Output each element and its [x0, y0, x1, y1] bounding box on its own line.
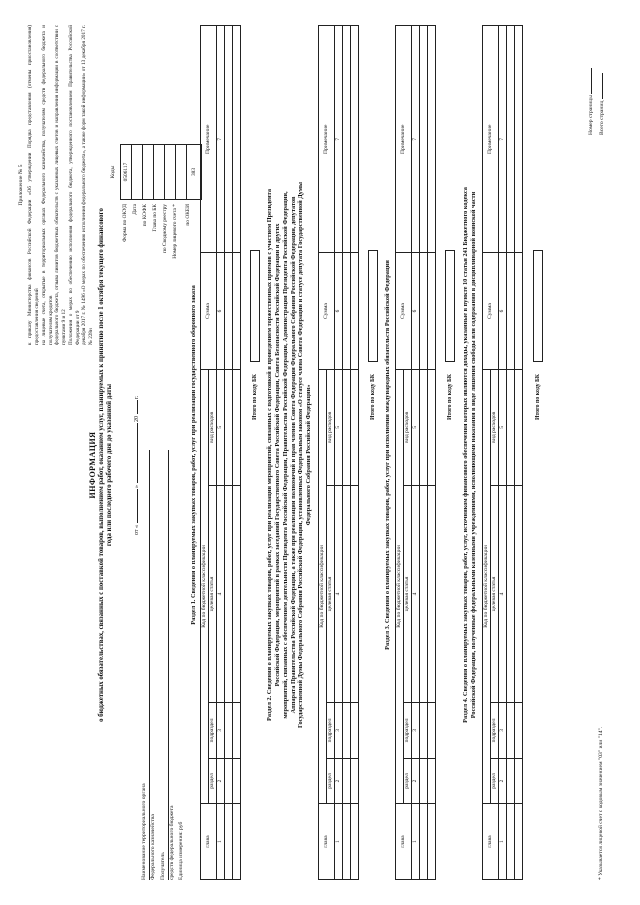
- col-razdel: раздел: [208, 758, 216, 803]
- code-label: по Сводному реестру: [162, 204, 168, 253]
- section-2-total-label: Итого по коду БК: [370, 373, 376, 420]
- section-1-title: Раздел 1. Сведения о планируемых закупках товаров, работ, услуг при реализации государственного оборонного заказа: [190, 285, 197, 625]
- col-kbk-group: Код по бюджетной классификации: [201, 369, 209, 804]
- code-kofk[interactable]: [143, 145, 154, 200]
- code-okei: 383: [187, 145, 202, 200]
- date-day-field[interactable]: [131, 489, 138, 523]
- param-row[interactable]: Получатель: [159, 450, 169, 880]
- date-year-field[interactable]: [131, 400, 138, 414]
- section-1-total-value[interactable]: [250, 250, 260, 362]
- table-row[interactable]: [419, 26, 427, 880]
- code-label: Форма по ОКУД: [122, 204, 128, 242]
- param-row[interactable]: Наименование территориального органа: [140, 450, 150, 880]
- date-year-prefix: 20: [134, 415, 140, 422]
- section-1-table: глава Код по бюджетной классификации Сумма Примечание раздел подраздел целевая статья вид расходов 1 2 3 4 5 6 7: [200, 25, 241, 880]
- section-2-table: глава Код по бюджетной классификации Сумма Примечание раздел подраздел целевая статья вид расходов 1 2 3 4 5 6 7: [318, 25, 359, 880]
- code-okud: 0506117: [121, 145, 132, 200]
- col-podrazdel: подраздел: [208, 703, 216, 759]
- col-vid: вид расходов: [208, 369, 216, 485]
- total-pages-field[interactable]: [597, 73, 603, 99]
- table-row[interactable]: [224, 26, 232, 880]
- code-svod[interactable]: [165, 145, 176, 200]
- table-row[interactable]: [342, 26, 350, 880]
- section-2-total-value[interactable]: [368, 250, 378, 362]
- section-3-total-value[interactable]: [445, 250, 455, 362]
- date-mid: »: [134, 484, 140, 488]
- date-prefix: от «: [134, 524, 140, 535]
- annex-header: [18, 25, 95, 345]
- col-note: Примечание: [201, 26, 217, 253]
- codes-header: Коды: [110, 165, 116, 179]
- section-3-total-label: Итого по коду БК: [447, 373, 453, 420]
- title-line-2: о бюджетных обязательствах, связанных с поставкой товаров, выполнением работ, оказанием услуг, планируемых к принятию после 1 октября текущего финансового: [98, 208, 105, 722]
- title-line-3: года или последнего рабочего дня до указанной даты: [106, 383, 114, 547]
- section-4-title: Раздел 4. Сведения о планируемых закупках товаров, работ, услуг, источником финансового обеспечения которых являются доходы, указанные в пункте 10 статьи 241 Бюджетного кодекса Российской Федерации, полученные федеральными казенными учреждениями, исполняющими наказания в виде лишения свободы или содержания в дисциплинарной воинской части: [462, 187, 477, 723]
- code-label: Дата: [132, 204, 138, 215]
- param-row: средств федерального бюджета: [169, 805, 176, 880]
- code-label: по КОФК: [142, 204, 148, 227]
- table-row[interactable]: [506, 26, 514, 880]
- col-summa: Сумма: [201, 253, 217, 369]
- page-number-field[interactable]: [586, 68, 592, 94]
- col-celevaya: целевая статья: [208, 485, 216, 702]
- code-label: Номер лицевого счета *: [172, 204, 178, 259]
- section-3-table: глава Код по бюджетной классификации Сумма Примечание раздел подраздел целевая статья вид расходов 1 2 3 4 5 6 7: [395, 25, 436, 880]
- table-row[interactable]: [232, 26, 240, 880]
- annex-line: к приказу Министерства финансов Российской Федерации «Об утверждении Порядка представления (отмены приостановления) предоставления сведений: [27, 25, 41, 345]
- annex-line: федерального бюджета, отзыва лимитов бюджетных обязательств с указанных лицевых счетов и направления информации в соответствии с пунктами 9 и 12: [54, 25, 68, 345]
- section-2-title: Раздел 2. Сведения о планируемых закупках товаров, работ, услуг при реализации мероприятий, связанных с подготовкой и проведением торжественных приемов с участием Президента Российской Федерации, мероприятий в рамках заседаний Государственного Совета Российской Федерации, Совета Безопасности Российской Федерации и других мероприятий, связанных с обеспечением деятельности Президента Российской Федерации, Правительства Российской Федерации, Администрации Президента Российской Федерации, Аппарата Правительства Российской Федерации, а также при реализации полномочий и прав членов Совета Федерации Федерального Собрания Российской Федерации, депутатов Государственной Думы Федерального Собрания Российской Федерации, установленных Федеральным законом «О статусе члена Совета Федерации и статусе депутата Государственной Думы Федерального Собрания Российской Федерации»: [266, 182, 313, 728]
- annex-line: на лицевые счета, открытые в территориальных органах Федерального казначейства, получателям средств федерального бюджета и получателям кредитов: [40, 25, 54, 345]
- code-glava[interactable]: [154, 145, 165, 200]
- title-main: ИНФОРМАЦИЯ: [88, 431, 97, 499]
- param-row: Федерального казначейства: [150, 814, 157, 880]
- pagination: [586, 68, 608, 135]
- code-label: Глава по БК: [152, 204, 158, 232]
- section-1-total-label: Итого по коду БК: [252, 373, 258, 420]
- param-row: Единица измерения: руб: [178, 821, 185, 880]
- annex-line: Положения о мерах по обеспечению исполнения федерального бюджета, утвержденного постановлением Правительства Российской Федерации от 9: [67, 25, 81, 345]
- total-pages-label: Всего страниц: [598, 100, 605, 135]
- footnote: * Указывается лицевой счет с кодовым значением "03" или "14".: [598, 726, 604, 880]
- section-4-table: глава Код по бюджетной классификации Сумма Примечание раздел подраздел целевая статья вид расходов 1 2 3 4 5 6 7: [482, 25, 523, 880]
- code-account[interactable]: [176, 145, 187, 200]
- annex-line: декабря 2017 г. № 1496 «О мерах по обеспечению исполнения федерального бюджета», а также форм такой информации» от 13 декабря 2017 г. № 228н: [81, 25, 95, 345]
- table-row[interactable]: [514, 26, 522, 880]
- table-row[interactable]: [427, 26, 435, 880]
- table-row[interactable]: [350, 26, 358, 880]
- code-label: по ОКЕИ: [185, 204, 191, 226]
- section-4-total-value[interactable]: [533, 250, 543, 362]
- page-number-label: Номер страницы: [588, 95, 594, 135]
- annex-number: Приложение № 5: [18, 164, 24, 206]
- date-suffix: г.: [134, 395, 140, 399]
- col-glava: глава: [201, 804, 217, 880]
- date-month-field[interactable]: [131, 423, 138, 483]
- code-date[interactable]: [132, 145, 143, 200]
- section-3-title: Раздел 3. Сведения о планируемых закупках товаров, работ, услуг при исполнении международных обязательств Российской Федерации: [384, 260, 391, 650]
- section-4-total-label: Итого по коду БК: [535, 373, 541, 420]
